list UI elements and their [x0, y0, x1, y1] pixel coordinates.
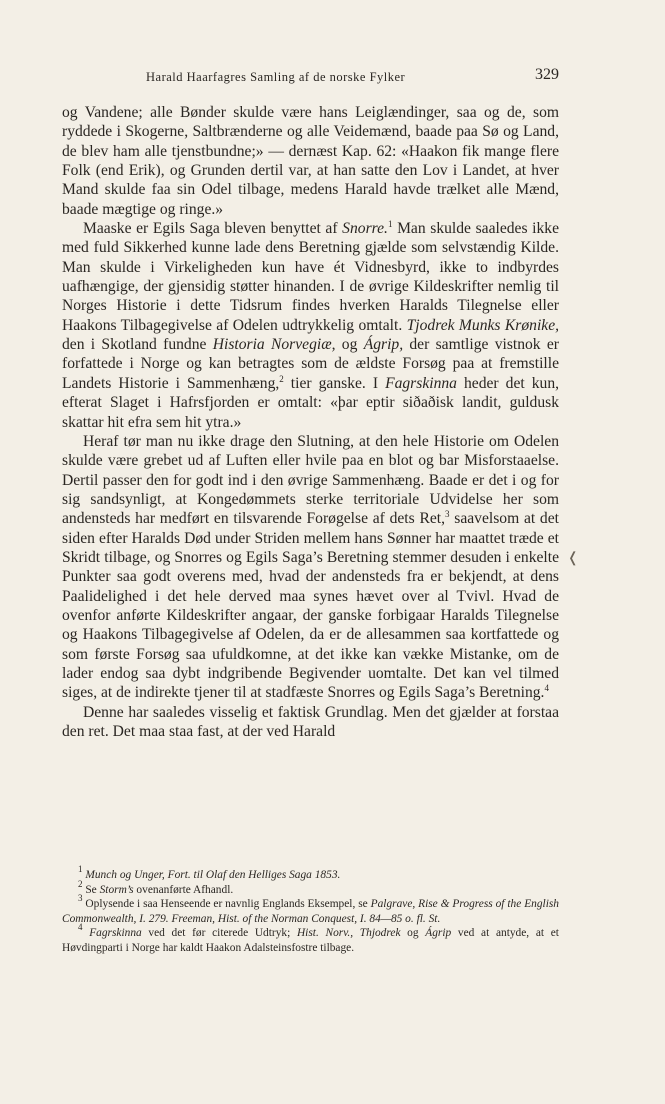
footnote-ref: 2 — [78, 878, 83, 889]
text-run: Oplysende i saa Henseende er navnlig Englands Eksempel, se — [82, 898, 371, 911]
text-run: saavelsom at det siden efter Haralds Død under Striden mellem hans Sønner har maattet træde et Skridt tilbage, og Snorres og Egils Saga’s Beretning stemmer desuden i enkelte Punkter saa godt overens med, hvad der andensteds fra er bekjendt, at dens Paalidelighed i det hele derved maa synes hævet over al Tvivl. Hvad de ovenfor anførte Kildeskrifter angaar, der ganske forbigaar Haralds Tilegnelse og Haakons Tilbagegivelse af Odelen, da er de allesammen saa kortfattede og som første Forsøg saa ufuldkomne, at det ikke kan vække Mistanke, om de lader endog saa dybt indgribende Begivender uomtalte. Det kan vel tilmed siges, at de indirekte tjener til at stadfæste Snorres og Egils Saga’s Beretning. — [62, 510, 559, 702]
text-run: tier ganske. I — [283, 374, 386, 392]
footnote-ref: 3 — [78, 893, 83, 904]
text-run: Maaske er Egils Saga bleven benyttet af — [83, 220, 343, 238]
footnote-4 — [62, 922, 559, 955]
italic-run: Ágrip — [425, 927, 452, 940]
text-run: ved det før citerede Udtryk; — [141, 927, 297, 940]
text-run: Heraf tør man nu ikke drage den Slutning, at den hele Historie om Odelen skulde være grebet ud af Luften eller hvile paa en blot og bar Misforstaaelse. Dertil passer den for godt ind i den øvrige Sammenhæng. Baade er det i og for sig sandsynligt, at Kongedømmets sterke territoriale Udvidelse her som andensteds har medført en tilsvarende Forøgelse af dets Ret, — [62, 432, 559, 528]
footnote-ref: 1 — [387, 219, 393, 230]
page-number: 329 — [535, 66, 559, 83]
italic-run: Storm’s — [99, 883, 134, 896]
footnote-ref: 4 — [78, 922, 83, 933]
italic-run: Munch og Unger, Fort. til Olaf den Helliges Saga 1853. — [85, 869, 341, 881]
footnotes — [62, 864, 560, 956]
footnote-ref: 1 — [78, 864, 83, 874]
italic-run: Historia Norvegiæ, — [212, 336, 336, 354]
paragraph-3 — [62, 432, 559, 703]
text-run: Man skulde saaledes ikke med fuld Sikkerhed kunne lade dens Beretning gjælde som selvstændig Kilde. Man skulde i Virkeligheden kun have ét Vidnesbyrd, ikke to indbyrdes uafhængige, der gjensidig støtter hinanden. I de øvrige Kildeskrifter nemlig til Norges Historie i dette Tidsrum findes hverken Haralds Tilegnelse eller Haakons Tilbagegivelse af Odelen udtrykkelig omtalt. — [62, 220, 559, 334]
paragraph-1 — [62, 103, 559, 219]
paragraph-4 — [62, 703, 559, 742]
footnote-ref: 2 — [279, 373, 284, 384]
italic-run: Fagrskinna — [385, 374, 457, 392]
text-run: den i Skotland fundne — [62, 336, 213, 354]
text-run: heder det kun, efterat Slaget i Hafrsfjorden er omtalt: «þar eptir siðaðisk landit, guldusk skattar hit efra sem hit ytra.» — [62, 374, 560, 431]
footnote-2 — [62, 878, 559, 898]
page-header — [62, 68, 559, 88]
margin-mark: ❬ — [567, 551, 579, 566]
running-title: Harald Haarfagres Samling af de norske Fylker — [146, 70, 406, 84]
text-run: Denne har saaledes visselig et faktisk Grundlag. Men det gjælder at forstaa den ret. Det maa staa fast, at der ved Harald — [62, 703, 559, 740]
footnote-ref: 3 — [445, 509, 450, 520]
text-run: og — [335, 336, 364, 354]
paragraph-2 — [62, 219, 559, 432]
italic-run: Fagrskinna — [89, 927, 142, 940]
italic-run: Palgrave, Rise & Progress of the English Commonwealth, I. 279. Freeman, Hist. of the Norman Conquest, I. 84—85 o. fl. St. — [62, 898, 560, 925]
footnote-1 — [62, 864, 559, 883]
italic-run: Ágrip, — [363, 336, 404, 354]
text-run: ved at antyde, at et Høvdingparti i Norge har kaldt Haakon Adalsteinsfostre tilbage. — [62, 927, 559, 954]
text-run: og Vandene; alle Bønder skulde være hans Leiglændinger, saa og de, som ryddede i Skogerne, Saltbrænderne og alle Veidemænd, baade paa Sø og Land, de blev ham alle tjenstbundne;» — dernæst Kap. 62: «Haakon fik mange flere Folk (end Erik), og Grunden dertil var, at han satte den Lov i Landet, at hver Mand skulde faa sin Odel tilbage, medens Harald havde trælket alle Mænd, baade mægtige og ringe.» — [62, 104, 559, 218]
body-text — [62, 103, 559, 741]
italic-run: Hist. Norv., Thjodrek — [296, 927, 401, 940]
text-run: Se — [82, 883, 100, 896]
text-run: der samtlige vistnok er forfattede i Norge og kan betragtes som de ældste Forsøg paa at fremstille Landets Historie i Sammenhæng, — [62, 336, 560, 392]
text-run: ovenanførte Afhandl. — [133, 883, 234, 896]
italic-run: Tjodrek Munks Krønike, — [406, 316, 560, 334]
footnote-3 — [62, 893, 560, 926]
text-run: og — [400, 927, 426, 940]
italic-run: Snorre. — [342, 220, 388, 238]
footnote-ref: 4 — [544, 683, 549, 694]
